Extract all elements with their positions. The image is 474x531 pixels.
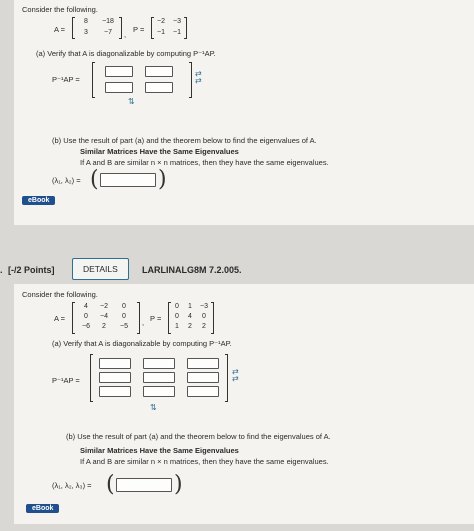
matrix-entry: −3 xyxy=(200,303,208,310)
answer-input[interactable] xyxy=(143,372,175,383)
matrix-entry: −5 xyxy=(120,323,128,330)
matrix-entry: 0 xyxy=(175,303,179,310)
comma: , xyxy=(124,30,127,39)
matrix-entry: −18 xyxy=(102,18,114,25)
matrix-entry: 4 xyxy=(84,303,88,310)
details-button[interactable]: DETAILS xyxy=(72,258,129,280)
matrix-entry: 2 xyxy=(202,323,206,330)
left-paren: ( xyxy=(90,167,99,192)
answer-input[interactable] xyxy=(145,66,173,77)
q1-answer-matrix xyxy=(92,62,192,98)
matrix-entry: −1 xyxy=(173,29,181,36)
matrix-entry: 0 xyxy=(122,313,126,320)
q2-part-b: (b) Use the result of part (a) and the theorem below to find the eigenvalues of A. xyxy=(66,432,331,441)
matrix-entry: 0 xyxy=(175,313,179,320)
matrix-entry: 0 xyxy=(122,303,126,310)
q2-number: . xyxy=(0,265,3,275)
matrix-entry: −7 xyxy=(104,29,112,36)
matrix-entry: −3 xyxy=(173,18,181,25)
answer-input[interactable] xyxy=(145,82,173,93)
q2-theorem-title: Similar Matrices Have the Same Eigenvalues xyxy=(80,446,239,455)
q1-P-label: P = xyxy=(133,25,145,34)
q1-intro: Consider the following. xyxy=(22,5,98,14)
q2-part-a: (a) Verify that A is diagonalizable by computing P⁻¹AP. xyxy=(52,339,232,348)
right-paren: ) xyxy=(158,167,167,192)
q1-matrix-A xyxy=(72,17,122,39)
answer-input[interactable] xyxy=(187,386,219,397)
answer-input[interactable] xyxy=(105,66,133,77)
answer-input[interactable] xyxy=(99,386,131,397)
q2-answer-matrix xyxy=(90,354,228,402)
q2-matrix-A xyxy=(72,302,140,334)
q1-theorem-title: Similar Matrices Have the Same Eigenvalues xyxy=(80,147,239,156)
matrix-entry: 1 xyxy=(188,303,192,310)
q1-eig-label: (λ₁, λ₂) = xyxy=(52,176,81,185)
right-paren: ) xyxy=(174,472,183,497)
left-paren: ( xyxy=(106,472,115,497)
answer-input[interactable] xyxy=(187,372,219,383)
ebook-button[interactable]: eBook xyxy=(26,504,59,513)
q1-part-b: (b) Use the result of part (a) and the theorem below to find the eigenvalues of A. xyxy=(52,136,317,145)
up-down-arrows-icon[interactable]: ⇅ xyxy=(150,403,157,412)
matrix-entry: −4 xyxy=(100,313,108,320)
q1-part-a: (a) Verify that A is diagonalizable by computing P⁻¹AP. xyxy=(36,49,216,58)
q1-theorem-text: If A and B are similar n × n matrices, then they have the same eigenvalues. xyxy=(80,158,329,167)
answer-input[interactable] xyxy=(99,372,131,383)
q2-points: [-/2 Points] xyxy=(8,265,55,275)
matrix-entry: 4 xyxy=(188,313,192,320)
matrix-entry: −2 xyxy=(100,303,108,310)
matrix-entry: −2 xyxy=(157,18,165,25)
up-down-arrows-icon[interactable]: ⇅ xyxy=(128,97,135,106)
matrix-entry: 2 xyxy=(188,323,192,330)
matrix-entry: 0 xyxy=(84,313,88,320)
q2-code: LARLINALG8M 7.2.005. xyxy=(142,265,242,275)
matrix-entry: 8 xyxy=(84,18,88,25)
matrix-entry: 2 xyxy=(102,323,106,330)
q2-A-label: A = xyxy=(54,314,66,323)
answer-input[interactable] xyxy=(143,358,175,369)
matrix-entry: 0 xyxy=(202,313,206,320)
answer-input[interactable] xyxy=(99,358,131,369)
transpose-arrows-icon[interactable]: ⇄ ⇄ xyxy=(232,367,239,383)
q1-A-label: A = xyxy=(54,25,66,34)
q1-lhs: P⁻¹AP = xyxy=(52,75,80,84)
q2-lhs: P⁻¹AP = xyxy=(52,376,80,385)
question-2-panel xyxy=(14,284,474,524)
q1-matrix-P xyxy=(151,17,187,39)
matrix-entry: 1 xyxy=(175,323,179,330)
q2-eig-label: (λ₁, λ₂, λ₃) = xyxy=(52,481,92,490)
q2-intro: Consider the following. xyxy=(22,290,98,299)
matrix-entry: 3 xyxy=(84,29,88,36)
question-1-panel xyxy=(14,0,474,225)
answer-input[interactable] xyxy=(187,358,219,369)
matrix-entry: −6 xyxy=(82,323,90,330)
q2-P-label: P = xyxy=(150,314,162,323)
eigenvalues-input[interactable] xyxy=(116,478,172,492)
matrix-entry: −1 xyxy=(157,29,165,36)
transpose-arrows-icon[interactable]: ⇄ ⇄ xyxy=(195,69,202,85)
answer-input[interactable] xyxy=(143,386,175,397)
eigenvalues-input[interactable] xyxy=(100,173,156,187)
answer-input[interactable] xyxy=(105,82,133,93)
comma: , xyxy=(142,318,145,327)
q2-matrix-P xyxy=(168,302,214,334)
q2-theorem-text: If A and B are similar n × n matrices, then they have the same eigenvalues. xyxy=(80,457,329,466)
ebook-button[interactable]: eBook xyxy=(22,196,55,205)
